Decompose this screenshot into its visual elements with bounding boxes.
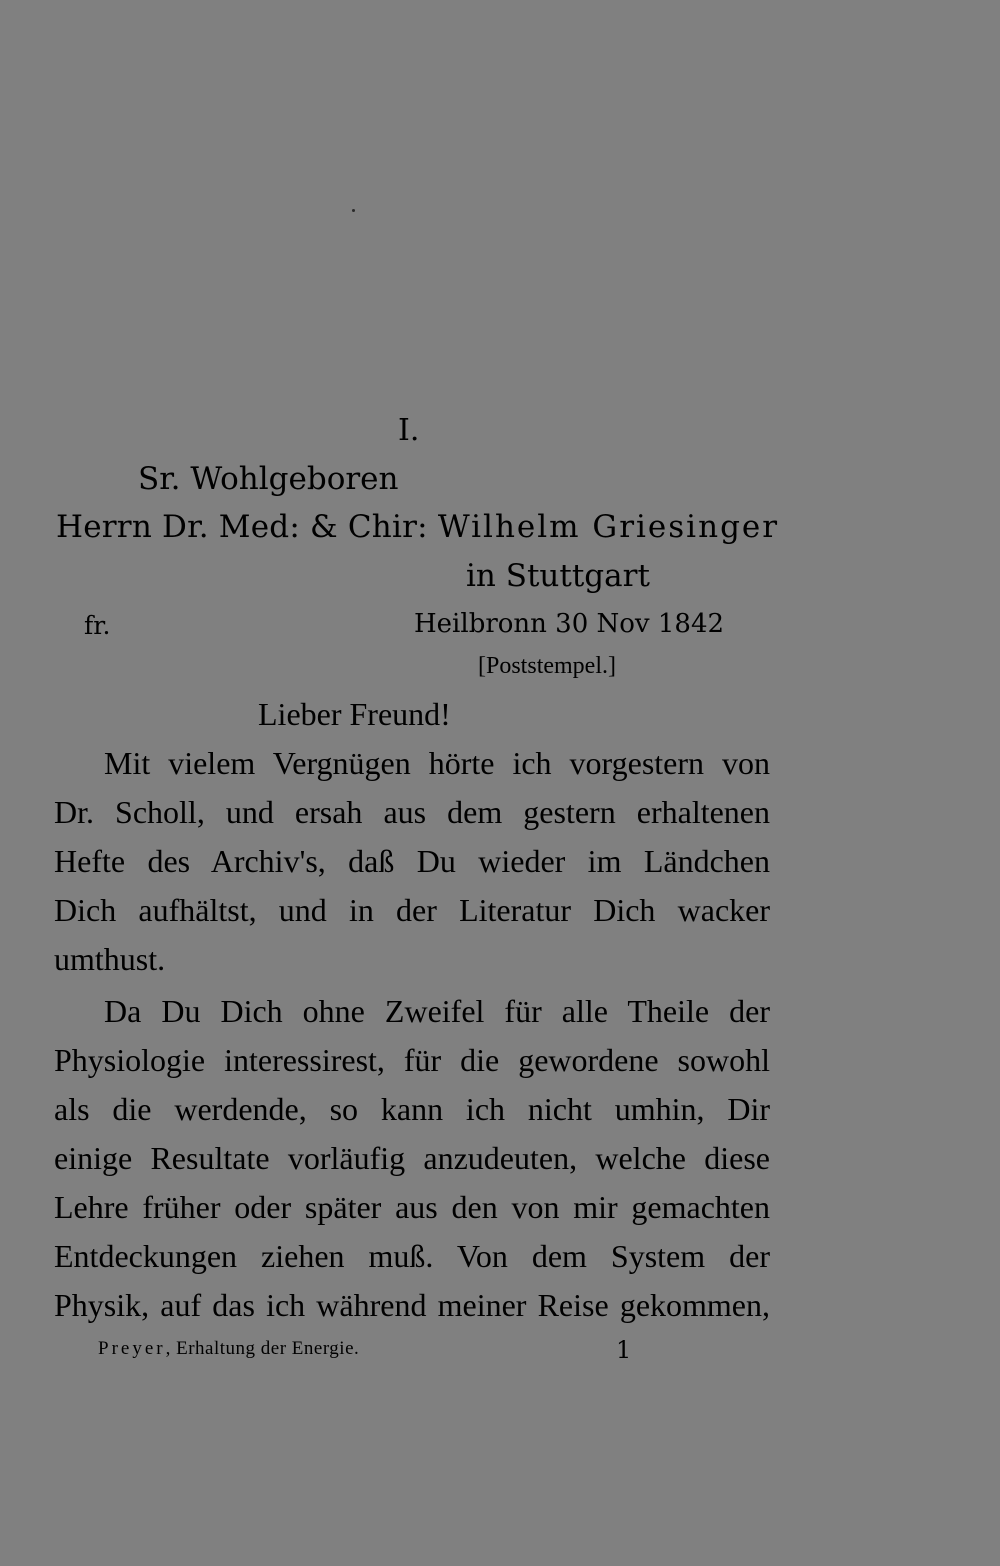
text-line: Hefte des Archiv's, daß Du wieder im Ländchen — [54, 843, 770, 879]
postmark-text: Heilbronn 30 Nov 1842 — [414, 609, 725, 639]
footer-book-credit — [98, 1339, 359, 1358]
addressee-title: Herrn Dr. Med: & Chir: — [56, 509, 438, 545]
text-line: Da Du Dich ohne Zweifel für alle Theile der — [104, 993, 770, 1029]
text-line: Lehre früher oder später aus den von mir gemachten — [54, 1189, 770, 1225]
addressee-line — [56, 509, 780, 545]
footer-author: Preyer — [98, 1338, 166, 1359]
text-line: einige Resultate vorläufig anzudeuten, welche diese — [54, 1140, 770, 1176]
text-line: Physik, auf das ich während meiner Reise gekommen, — [54, 1287, 770, 1323]
postmark-editorial-note: [Poststempel.] — [478, 653, 616, 679]
letter-number: I. — [398, 413, 420, 448]
letter-greeting: Lieber Freund! — [258, 696, 451, 732]
text-line: Mit vielem Vergnügen hörte ich vorgestern von — [104, 745, 770, 781]
text-line: umthust. — [54, 941, 166, 977]
paragraph-2 — [54, 987, 770, 1330]
text-line: Dr. Scholl, und ersah aus dem gestern erhaltenen — [54, 794, 770, 830]
text-line: Entdeckungen ziehen muß. Von dem System der — [54, 1238, 770, 1274]
text-line: als die werdende, so kann ich nicht umhin, Dir — [54, 1091, 770, 1127]
address-salute: Sr. Wohlgeboren — [138, 461, 399, 497]
print-speck — [352, 209, 355, 212]
addressee-name: Wilhelm Griesinger — [437, 509, 780, 545]
paragraph-1 — [54, 739, 770, 984]
signature-mark: 1 — [616, 1336, 632, 1364]
footer-title: , Erhaltung der Energie. — [165, 1338, 360, 1359]
text-line: Dich aufhältst, und in der Literatur Dich wacker — [54, 892, 770, 928]
text-line: Physiologie interessirest, für die gewordene sowohl — [54, 1042, 770, 1078]
address-city: in Stuttgart — [466, 558, 650, 594]
franco-mark: fr. — [84, 611, 111, 640]
